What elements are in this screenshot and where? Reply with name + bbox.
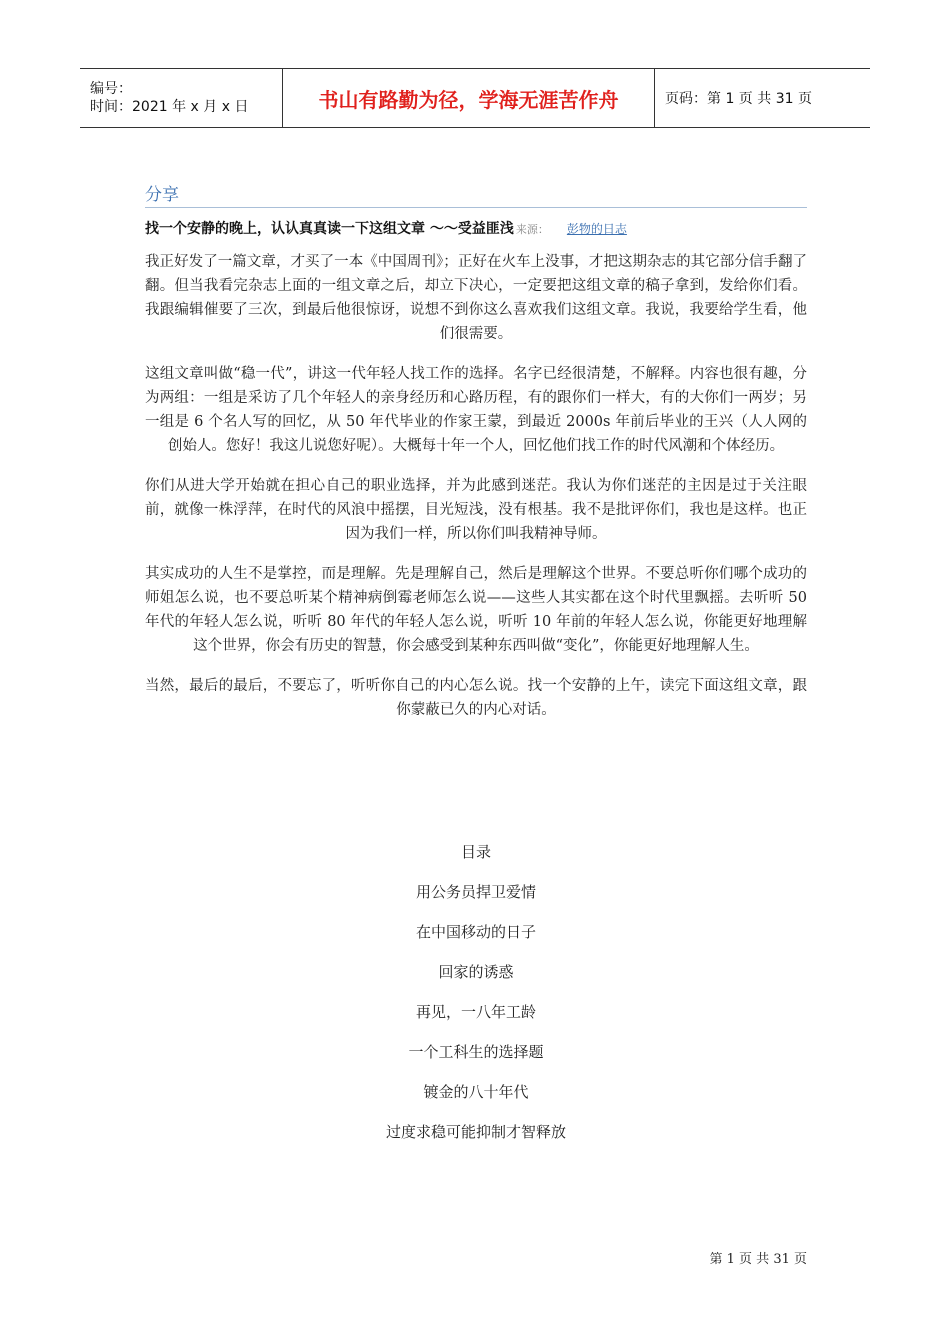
table-of-contents	[145, 840, 807, 1160]
toc-heading: 目录	[460, 843, 491, 861]
share-heading[interactable]: 分享	[145, 180, 807, 208]
page-header	[80, 68, 870, 128]
paragraph: 其实成功的人生不是掌控，而是理解。先是理解自己，然后是理解这个世界。不要总听你们哪个成功的师姐怎么说，也不要总听某个精神病倒霉老师怎么说——这些人其实都在这个时代里飘摇。去听听 50 年代的年轻人怎么说，听听 80 年代的年轻人怎么说，听听 10 年前的年轻人怎么说，你能更好地理解这个世界，你会有历史的智慧，你会感受到某种东西叫做“变化”，你能更好地理解人生。	[145, 566, 807, 654]
header-meta	[80, 69, 282, 127]
header-motto-cell	[282, 69, 655, 127]
header-motto: 书山有路勤为径，学海无涯苦作舟	[318, 87, 619, 112]
paragraph: 当然，最后的最后，不要忘了，听听你自己的内心怎么说。找一个安静的上午，读完下面这组文章，跟你蒙蔽已久的内心对话。	[145, 678, 807, 718]
header-page-info: 页码：第 1 页 共 31 页	[665, 91, 812, 107]
toc-item: 回家的诱惑	[438, 963, 514, 981]
page-footer: 第 1 页 共 31 页	[709, 1252, 807, 1267]
toc-item: 用公务员捍卫爱情	[415, 883, 536, 901]
article-body	[145, 250, 807, 738]
source-link[interactable]: 彭物的日志	[566, 222, 627, 236]
paragraph: 你们从进大学开始就在担心自己的职业选择，并为此感到迷茫。我认为你们迷茫的主因是过于关注眼前，就像一株浮萍，在时代的风浪中摇摆，目光短浅，没有根基。我不是批评你们，我也是这样。也正因为我们一样，所以你们叫我精神导师。	[145, 478, 807, 542]
article-title: 找一个安静的晚上，认认真真读一下这组文章 ～～受益匪浅	[145, 221, 514, 237]
toc-item: 一个工科生的选择题	[408, 1043, 544, 1061]
serial-number: 编号：	[90, 81, 132, 97]
paragraph: 我正好发了一篇文章，才买了一本《中国周刊》；正好在火车上没事，才把这期杂志的其它部分信手翻了翻。但当我看完杂志上面的一组文章之后，却立下决心，一定要把这组文章的稿子拿到，发给你们看。我跟编辑催要了三次，到最后他很惊讶，说想不到你这么喜欢我们这组文章。我说，我要给学生看，他们很需要。	[145, 254, 807, 342]
source-label: 来源：	[515, 223, 549, 236]
toc-item: 过度求稳可能抑制才智释放	[385, 1123, 566, 1141]
article-title-line	[145, 218, 807, 238]
paragraph: 这组文章叫做“稳一代”，讲这一代年轻人找工作的选择。名字已经很清楚，不解释。内容也很有趣，分为两组：一组是采访了几个年轻人的亲身经历和心路历程，有的跟你们一样大，有的大你们一两岁；另一组是 6 个名人写的回忆，从 50 年代毕业的作家王蒙，到最近 2000s 年前后毕业的王兴（人人网的创始人。您好！我这儿说您好呢）。大概每十年一个人，回忆他们找工作的时代风潮和个体经历。	[145, 366, 807, 454]
toc-item: 再见，一八年工龄	[415, 1003, 536, 1021]
toc-item: 镀金的八十年代	[423, 1083, 529, 1101]
header-date: 时间：2021 年 x 月 x 日	[90, 99, 249, 115]
toc-item: 在中国移动的日子	[415, 923, 536, 941]
